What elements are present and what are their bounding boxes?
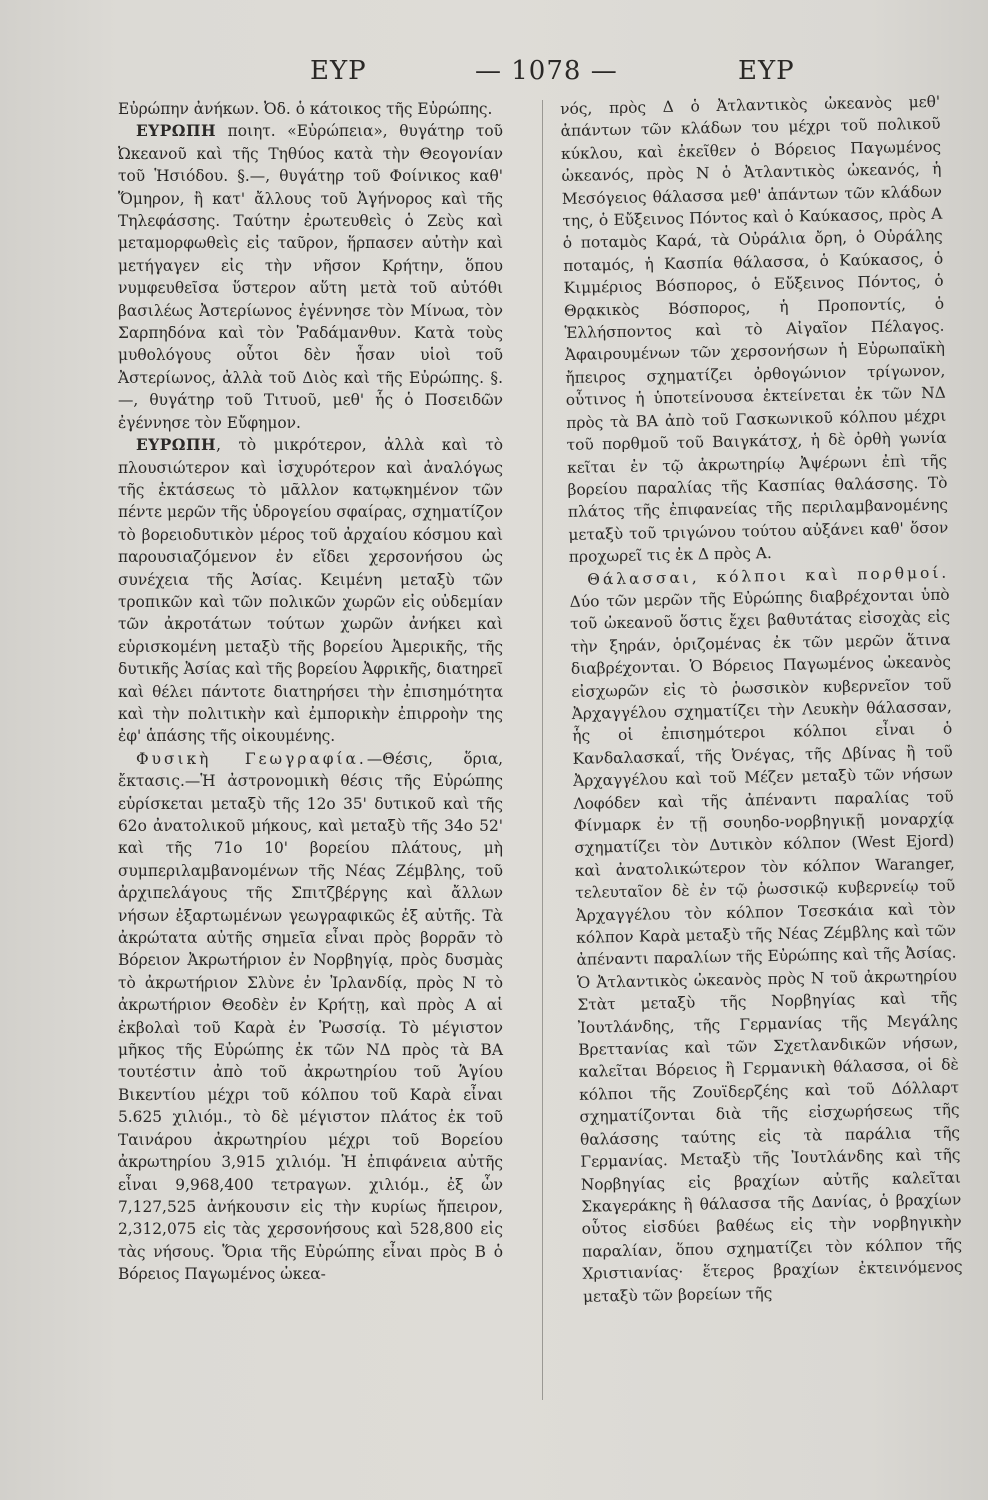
paragraph-text: Εὐρώπην ἀνήκων. Ὀδ. ὁ κάτοικος τῆς Εὐρώπης. bbox=[118, 100, 493, 118]
left-column bbox=[118, 98, 503, 1286]
entry-text: , τὸ μικρότερον, ἀλλὰ καὶ τὸ πλουσιώτερον καὶ ἰσχυρότερον καὶ ἀναλόγως τῆς ἐκτάσεως τὸ μᾶλλον κατῳκημένον τῶν πέντε μερῶν τῆς ὑδρογείου σφαίρας, σχηματίζον τὸ βορειοδυτικὸν μέρος τοῦ ἀρχαίου κόσμου καὶ παρουσιαζόμενον ἐν εἴδει χερσονήσου ὡς συνέχεια τῆς Ἀσίας. Κειμένη μεταξὺ τῶν τροπικῶν καὶ τῶν πολικῶν χωρῶν εἰς οὐδεμίαν τῶν ἀκροτάτων τούτων χωρῶν ἀνήκει καὶ εὑρισκομένη μεταξὺ τῆς βορείου Ἀμερικῆς, τῆς δυτικῆς Ἀσίας καὶ τῆς βορείου Ἀφρικῆς, διατηρεῖ καὶ θέλει πάντοτε διατηρήσει τὴν ἐπισημότητα καὶ τὴν πολιτικὴν καὶ ἐμπορικὴν ἐπιρροὴν της ἐφ' ἁπάσης τῆς οἰκουμένης. bbox=[118, 436, 503, 746]
entry-headword: ΕΥΡΩΠΗ bbox=[136, 122, 217, 141]
section-heading: Φυσικὴ Γεωγραφία. bbox=[136, 749, 367, 768]
section-text: Δύο τῶν μερῶν τῆς Εὐρώπης διαβρέχονται ὑπὸ τοῦ ὠκεανοῦ ὅστις ἔχει βαθυτάτας εἰσοχὰς εἰς τὴν ξηράν, ὁριζομένας ἐκ τῶν μερῶν ἅτινα διαβρέχονται. Ὁ Βόρειος Παγωμένος ὠκεανὸς εἰσχωρῶν εἰς τὸ ῥωσσικὸν κυβερνεῖον τοῦ Ἀρχαγγέλου σχηματίζει τὴν Λευκὴν θάλασσαν, ἧς οἱ ἐπισημότεροι κόλποι εἶναι ὁ Κανδαλασκαΐ, τῆς Ὀνέγας, τῆς Δβίνας ἢ τοῦ Ἀρχαγγέλου καὶ τοῦ Μέζεν μεταξὺ τῶν νήσων Λοφόδεν καὶ τῆς ἀπέναντι παραλίας τοῦ Φίνμαρκ ἐν τῇ σουηδο-νορβηγικῇ μοναρχίᾳ σχηματίζει τὸν Δυτικὸν κόλπον (West Ejord) καὶ ἀνατολικώτερον τὸν κόλπον Waranger, τελευταῖον δὲ ἐν τῷ ῥωσσικῷ κυβερνείῳ τοῦ Ἀρχαγγέλου τὸν κόλπον Τσεσκάια καὶ τὸν κόλπον Καρὰ μεταξὺ τῆς Νέας Ζέμβλης καὶ τῶν ἀπέναντι παραλίων τῆς Εὐρώπης καὶ τῆς Ἀσίας. Ὁ Ἀτλαντικὸς ὠκεανὸς πρὸς Ν τοῦ ἀκρωτηρίου Στὰτ μεταξὺ τῆς Νορβηγίας καὶ τῆς Ἰουτλάνδης, τῆς Γερμανίας τῆς Μεγάλης Βρεττανίας καὶ τῶν Σχετλανδικῶν νήσων, καλεῖται Βόρειος ἢ Γερμανικὴ θάλασσα, οἱ δὲ κόλποι τῆς Ζουϊδερζέης καὶ τοῦ Δόλλαρτ σχηματίζονται διὰ τῆς εἰσχωρήσεως τῆς θαλάσσης ταύτης εἰς τὰ παράλια τῆς Γερμανίας. Μεταξὺ τῆς Ἰουτλάνδης καὶ τῆς Νορβηγίας εἰς βραχίων αὐτῆς καλεῖται Σκαγεράκης ἢ θάλασσα τῆς Δανίας, ὁ βραχίων οὗτος εἰσδύει βαθέως εἰς τὴν νορβηγικὴν παραλίαν, ὅπου σχηματίζει τὸν κόλπον τῆς Χριστιανίας· ἕτερος βραχίων ἐκτεινόμενος μεταξὺ τῶν βορείων τῆς bbox=[569, 585, 963, 1306]
section-seas-gulfs-straits bbox=[569, 561, 963, 1308]
entry-headword: ΕΥΡΩΠΗ bbox=[136, 436, 217, 455]
paragraph-continuation bbox=[560, 91, 949, 569]
page-number: — 1078 — bbox=[475, 56, 618, 86]
entry-text: ποιητ. «Εὐρώπεια», θυγάτηρ τοῦ Ὠκεανοῦ καὶ τῆς Τηθύος κατὰ τὴν Θεογονίαν τοῦ Ἡσιόδου. §.—, θυγάτηρ τοῦ Φοίνικος καθ' Ὅμηρον, ἢ κατ' ἄλλους τοῦ Ἀγήνορος καὶ τῆς Τηλεφάσσης. Ταύτην ἐρωτευθεὶς ὁ Ζεὺς καὶ μεταμορφωθεὶς εἰς ταῦρον, ἥρπασεν αὐτὴν καὶ μετήγαγεν εἰς τὴν νῆσον Κρήτην, ὅπου νυμφευθεῖσα ὕστερον αὕτη μετὰ τοῦ αὐτόθι βασιλέως Ἀστερίωνος ἐγέννησε τὸν Μίνωα, τὸν Σαρπηδόνα καὶ τὸν Ῥαδάμανθυν. Κατὰ τοὺς μυθολόγους οὗτοι δὲν ἦσαν υἱοὶ τοῦ Ἀστερίωνος, ἀλλὰ τοῦ Διὸς καὶ τῆς Εὐρώπης. §.—, θυγάτηρ τοῦ Τιτυοῦ, μεθ' ἧς ὁ Ποσειδῶν ἐγέννησε τὸν Εὔφημον. bbox=[118, 122, 503, 432]
section-heading: Θάλασσαι, κόλποι καὶ πορθμοί. bbox=[587, 563, 950, 589]
header-left-guideword: ΕΥΡ bbox=[310, 56, 367, 86]
running-head bbox=[110, 56, 880, 96]
section-physical-geography bbox=[118, 748, 503, 1286]
paragraph-continuation bbox=[118, 98, 503, 120]
entry-europe-continent bbox=[118, 434, 503, 748]
paragraph-text: νός, πρὸς Δ ὁ Ἀτλαντικὸς ὠκεανὸς μεθ' ἁπάντων τῶν κλάδων του μέχρι τοῦ πολικοῦ κύκλου, καὶ ἐκεῖθεν ὁ Βόρειος Παγωμένος ὠκεανός, πρὸς Ν ὁ Ἀτλαντικὸς ὠκεανός, ἡ Μεσόγειος θάλασσα μεθ' ἁπάντων τῶν κλάδων της, ὁ Εὔξεινος Πόντος καὶ ὁ Καύκασος, πρὸς Α ὁ ποταμὸς Καρά, τὰ Οὐράλια ὄρη, ὁ Οὐράλης ποταμός, ἡ Κασπία θάλασσα, ὁ Καύκασος, ὁ Κιμμέριος Βόσπορος, ὁ Εὔξεινος Πόντος, ὁ Θρᾳκικὸς Βόσπορος, ἡ Προποντίς, ὁ Ἑλλήσποντος καὶ τὸ Αἰγαῖον Πέλαγος. Ἀφαιρουμένων τῶν χερσονήσων ἡ Εὐρωπαϊκὴ ἤπειρος σχηματίζει ὀρθογώνιον τρίγωνον, οὗτινος ἡ ὑποτείνουσα ἐκτείνεται ἐκ τῶν ΝΔ πρὸς τὰ ΒΑ ἀπὸ τοῦ Γασκωνικοῦ κόλπου μέχρι τοῦ πορθμοῦ τοῦ Βαιγκάτσχ, ἡ δὲ ὀρθὴ γωνία κεῖται ἐν τῷ ἀκρωτηρίῳ Ἀψέρωνι ἐπὶ τῆς βορείου παραλίας τῆς Κασπίας θαλάσσης. Τὸ πλάτος τῆς ἐπιφανείας τῆς περιλαμβανομένης μεταξὺ τοῦ τριγώνου τούτου αὐξάνει καθ' ὅσον προχωρεῖ τις ἐκ Δ πρὸς Α. bbox=[560, 92, 949, 567]
column-divider bbox=[542, 100, 543, 1400]
section-text: —Θέσις, ὅρια, ἔκτασις.—Ἡ ἀστρονομικὴ θέσις τῆς Εὐρώπης εὑρίσκεται μεταξὺ τῆς 12ο 35' δυτικοῦ καὶ τῆς 62ο ἀνατολικοῦ μήκους, καὶ μεταξὺ τῆς 34ο 52' καὶ τῆς 71ο 10' βορείου πλάτους, μὴ συμπεριλαμβανομένων τῆς Νέας Ζέμβλης, τοῦ ἀρχιπελάγους τῆς Σπιτζβέργης καὶ ἄλλων νήσων ἐξαρτωμένων γεωγραφικῶς ἐξ αὐτῆς. Τὰ ἀκρώτατα αὐτῆς σημεῖα εἶναι πρὸς βορρᾶν τὸ Βόρειον Ἀκρωτήριον ἐν Νορβηγίᾳ, πρὸς δυσμὰς τὸ ἀκρωτήριον Σλὺνε ἐν Ἰρλανδίᾳ, πρὸς Ν τὸ ἀκρωτήριον Θεοδὲν ἐν Κρήτῃ, καὶ πρὸς Α αἱ ἐκβολαὶ τοῦ Καρὰ ἐν Ῥωσσίᾳ. Τὸ μέγιστον μῆκος τῆς Εὐρώπης ἐκ τῶν ΝΔ πρὸς τὰ ΒΑ τουτέστιν ἀπὸ τοῦ ἀκρωτηρίου τοῦ Ἁγίου Βικεντίου μέχρι τοῦ κόλπου τοῦ Καρὰ εἶναι 5.625 χιλιόμ., τὸ δὲ μέγιστον πλάτος ἐκ τοῦ Ταινάρου ἀκρωτηρίου μέχρι τοῦ Βορείου ἀκρωτηρίου 3,915 χιλιόμ. Ἡ ἐπιφάνεια αὐτῆς εἶναι 9,968,400 τετραγων. χιλιόμ., ἐξ ὧν 7,127,525 ἀνήκουσιν εἰς τὴν κυρίως ἤπειρον, 2,312,075 εἰς τὰς χερσονήσους καὶ 528,800 εἰς τὰς νήσους. Ὅρια τῆς Εὐρώπης εἶναι πρὸς Β ὁ Βόρειος Παγωμένος ὠκεα- bbox=[118, 749, 503, 1284]
entry-europe-myth bbox=[118, 120, 503, 434]
header-right-guideword: ΕΥΡ bbox=[738, 56, 795, 86]
right-column bbox=[560, 91, 963, 1308]
